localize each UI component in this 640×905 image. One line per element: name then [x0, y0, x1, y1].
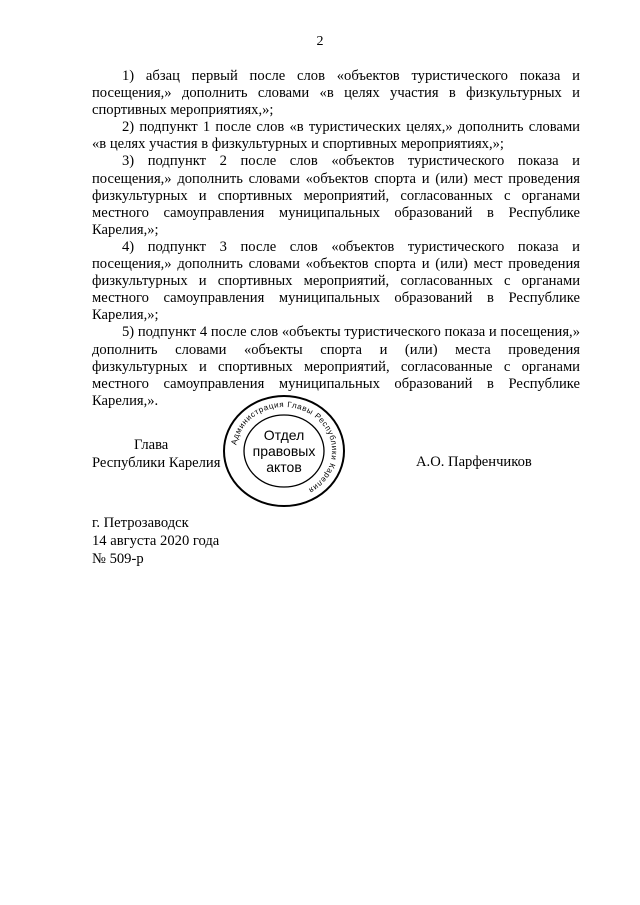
seal-center-line2: правовых [252, 443, 316, 459]
footer-number: № 509-р [92, 550, 144, 567]
document-body [92, 68, 580, 410]
page-number: 2 [316, 34, 324, 49]
signatory-name: А.О. Парфенчиков [416, 454, 532, 470]
seal-ring-text: Администрация Главы Республики Карелия [229, 399, 340, 496]
paragraph-5: 5) подпункт 4 после слов «объекты туристического показа и посещения,» дополнить словами «объекты спорта и (или) места проведения физкультурных и спортивных мероприятий, согласованные с органами местного самоуправления муниципальных образований в Республике Карелия,». [92, 324, 580, 409]
footer-date: 14 августа 2020 года [92, 532, 220, 549]
footer-city: г. Петрозаводск [92, 515, 189, 531]
signatory-title-line1: Глава [134, 437, 169, 453]
paragraph-4: 4) подпункт 3 после слов «объектов туристического показа и посещения,» дополнить словами «объектов спорта и (или) мест проведения физкультурных и спортивных мероприятий, согласованных с органами местного самоуправления муниципальных образований в Республике Карелия,»; [92, 238, 580, 324]
document-footer [92, 515, 219, 568]
signatory-title-line2: Республики Карелия [92, 454, 221, 471]
paragraph-3: 3) подпункт 2 после слов «объектов туристического показа и посещения,» дополнить словами «объектов спорта и (или) мест проведения физкультурных и спортивных мероприятий, согласованных с органами местного самоуправления муниципальных образований в Республике Карелия,»; [92, 153, 580, 238]
seal-center-line1: Отдел [263, 427, 305, 443]
paragraph-1: 1) абзац первый после слов «объектов туристического показа и посещения,» дополнить словами «в целях участия в физкультурных и спортивных мероприятиях,»; [92, 68, 580, 119]
official-seal [218, 392, 350, 510]
paragraph-2: 2) подпункт 1 после слов «в туристических целях,» дополнить словами «в целях участия в физкультурных и спортивных мероприятиях,»; [92, 119, 580, 153]
seal-center-line3: актов [266, 459, 302, 475]
